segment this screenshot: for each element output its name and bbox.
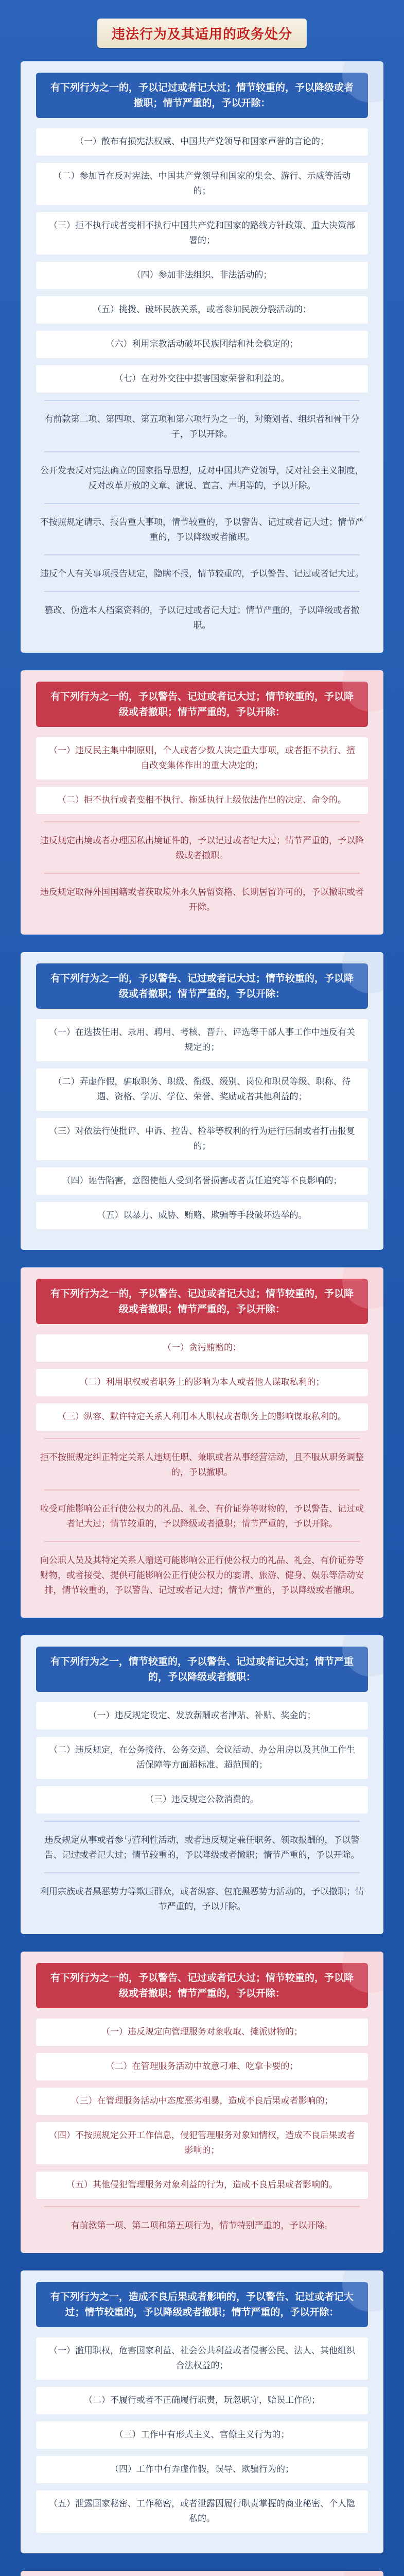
section-paragraph: 向公职人员及其特定关系人赠送可能影响公正行使公权力的礼品、礼金、有价证券等财物，或者接受、提供可能影响公正行使公权力的宴请、旅游、健身、娱乐等活动安排，情节较重的，予以警告、记过或者记大过；情节严重的，予以降级或者撤职。	[40, 1555, 364, 1596]
clause-item: （三）对依法行使批评、申诉、控告、检举等权利的行为进行压制或者打击报复的；	[36, 1118, 368, 1160]
section-header: 有下列行为之一，情节较重的，予以警告、记过或者记大过；情节严重的，予以降级或者撤职：	[36, 1647, 368, 1692]
clause-item: （二）违反规定，在公务接待、公务交通、会议活动、办公用房以及其他工作生活保障等方面超标准、超范围的；	[36, 1737, 368, 1779]
clause-item: （二）不履行或者不正确履行职责，玩忽职守，贻误工作的；	[36, 2387, 368, 2414]
sections-container	[0, 61, 404, 2576]
section-paragraph: 违反规定取得外国国籍或者获取境外永久居留资格、长期居留许可的，予以撤职或者开除。	[40, 887, 364, 912]
section-6	[21, 1952, 383, 2253]
divider	[44, 1872, 360, 1873]
divider	[44, 821, 360, 822]
clause-item: （五）挑拨、破坏民族关系，或者参加民族分裂活动的；	[36, 296, 368, 324]
clause-item: （三）拒不执行或者变相不执行中国共产党和国家的路线方针政策、重大决策部署的；	[36, 212, 368, 255]
clause-item: （三）纵容、默许特定关系人利用本人职权或者职务上的影响谋取私利的。	[36, 1403, 368, 1431]
section-paragraph: 违反个人有关事项报告规定，隐瞒不报，情节较重的，予以警告、记过或者记大过。	[40, 569, 364, 579]
clause-item: （一）贪污贿赂的；	[36, 1334, 368, 1362]
section-7	[21, 2270, 383, 2553]
clause-item: （三）工作中有形式主义、官僚主义行为的；	[36, 2421, 368, 2449]
clause-item: （七）在对外交往中损害国家荣誉和利益的。	[36, 365, 368, 393]
divider	[44, 554, 360, 555]
clause-item: （二）参加旨在反对宪法、中国共产党领导和国家的集会、游行、示威等活动的；	[36, 163, 368, 205]
clause-item: （四）诬告陷害，意图使他人受到名誉损害或者责任追究等不良影响的；	[36, 1167, 368, 1195]
section-3	[21, 952, 383, 1250]
clause-item: （四）工作中有弄虚作假，误导、欺骗行为的；	[36, 2456, 368, 2483]
section-header: 有下列行为之一的，予以记过或者记大过；情节较重的，予以降级或者撤职；情节严重的，予以开除：	[36, 73, 368, 118]
decor-circle	[342, 2571, 383, 2576]
clause-item: （二）利用职权或者职务上的影响为本人或者他人谋取私利的；	[36, 1369, 368, 1396]
clause-item: （三）违反规定公款消费的。	[36, 1786, 368, 1814]
title-area	[0, 0, 404, 61]
clause-item: （一）违反规定设定、发放薪酬或者津贴、补贴、奖金的；	[36, 1702, 368, 1730]
clause-item: （一）在选拔任用、录用、聘用、考核、晋升、评选等干部人事工作中违反有关规定的；	[36, 1019, 368, 1061]
divider	[44, 1438, 360, 1439]
section-header: 有下列行为之一的，予以警告、记过或者记大过；情节较重的，予以降级或者撤职；情节严重的，予以开除：	[36, 1279, 368, 1324]
section-paragraph: 有前款第一项、第二项和第五项行为，情节特别严重的，予以开除。	[71, 2221, 333, 2231]
divider	[44, 873, 360, 874]
page-title: 违法行为及其适用的政务处分	[97, 19, 307, 48]
clause-item: （五）以暴力、威胁、贿赂、欺骗等手段破坏选举的。	[36, 1202, 368, 1229]
section-paragraph: 不按照规定请示、报告重大事项，情节较重的，予以警告、记过或者记大过；情节严重的，予以降级或者撤职。	[40, 517, 364, 543]
clause-item: （一）滥用职权，危害国家利益、社会公共利益或者侵害公民、法人、其他组织合法权益的；	[36, 2337, 368, 2380]
divider	[44, 2206, 360, 2207]
divider	[44, 1821, 360, 1822]
section-1	[21, 61, 383, 653]
section-paragraph: 有前款第二项、第四项、第五项和第六项行为之一的，对策划者、组织者和骨干分子，予以开除。	[44, 414, 360, 439]
section-8	[21, 2571, 383, 2576]
clause-item: （五）泄露国家秘密、工作秘密，或者泄露因履行职责掌握的商业秘密、个人隐私的。	[36, 2490, 368, 2533]
clause-item: （二）在管理服务活动中故意刁难、吃拿卡要的；	[36, 2053, 368, 2080]
clause-item: （四）参加非法组织、非法活动的；	[36, 262, 368, 289]
section-paragraph: 公开发表反对宪法确立的国家指导思想，反对中国共产党领导，反对社会主义制度，反对改革开放的文章、演说、宣言、声明等的，予以开除。	[40, 466, 364, 491]
clause-item: （四）不按照规定公开工作信息，侵犯管理服务对象知情权，造成不良后果或者影响的；	[36, 2122, 368, 2164]
divider	[44, 1489, 360, 1490]
section-paragraph: 违反规定出境或者办理因私出境证件的，予以记过或者记大过；情节严重的，予以降级或者撤职。	[40, 836, 364, 861]
clause-item: （六）利用宗教活动破坏民族团结和社会稳定的；	[36, 331, 368, 358]
section-paragraph: 篡改、伪造本人档案资料的，予以记过或者记大过；情节严重的，予以降级或者撤职。	[44, 605, 360, 631]
section-header: 有下列行为之一的，予以警告、记过或者记大过；情节较重的，予以降级或者撤职；情节严重的，予以开除：	[36, 682, 368, 727]
divider	[44, 400, 360, 401]
section-2	[21, 670, 383, 935]
divider	[44, 503, 360, 504]
divider	[44, 591, 360, 592]
clause-item: （二）拒不执行或者变相不执行、拖延执行上级依法作出的决定、命令的。	[36, 787, 368, 814]
section-paragraph: 违反规定从事或者参与营利性活动，或者违反规定兼任职务、领取报酬的，予以警告、记过或者记大过；情节较重的，予以降级或者撤职；情节严重的，予以开除。	[44, 1835, 360, 1860]
section-header: 有下列行为之一的，予以警告、记过或者记大过；情节较重的，予以降级或者撤职；情节严重的，予以开除：	[36, 1963, 368, 2008]
divider	[44, 1541, 360, 1542]
section-paragraph: 收受可能影响公正行使公权力的礼品、礼金、有价证券等财物的，予以警告、记过或者记大过；情节较重的，予以降级或者撤职；情节严重的，予以开除。	[40, 1504, 364, 1529]
clause-item: （一）违反规定向管理服务对象收取、摊派财物的；	[36, 2019, 368, 2046]
clause-item: （五）其他侵犯管理服务对象利益的行为，造成不良后果或者影响的。	[36, 2172, 368, 2199]
divider	[44, 451, 360, 452]
section-paragraph: 利用宗族或者黑恶势力等欺压群众，或者纵容、包庇黑恶势力活动的，予以撤职；情节严重的，予以开除。	[40, 1887, 364, 1912]
clause-item: （一）散布有损宪法权威、中国共产党领导和国家声誉的言论的；	[36, 128, 368, 156]
clause-item: （一）违反民主集中制原则，个人或者少数人决定重大事项，或者拒不执行、擅自改变集体作出的重大决定的；	[36, 737, 368, 779]
section-header: 有下列行为之一的，予以警告、记过或者记大过；情节较重的，予以降级或者撤职；情节严重的，予以开除：	[36, 963, 368, 1009]
section-5	[21, 1635, 383, 1934]
clause-item: （二）弄虚作假，骗取职务、职级、衔级、级别、岗位和职员等级、职称、待遇、资格、学历、学位、荣誉、奖励或者其他利益的；	[36, 1069, 368, 1111]
clause-item: （三）在管理服务活动中态度恶劣粗暴，造成不良后果或者影响的；	[36, 2088, 368, 2115]
section-4	[21, 1267, 383, 1618]
section-header: 有下列行为之一，造成不良后果或者影响的，予以警告、记过或者记大过；情节较重的，予以降级或者撤职；情节严重的，予以开除：	[36, 2282, 368, 2327]
section-paragraph: 拒不按照规定纠正特定关系人违规任职、兼职或者从事经营活动，且不服从职务调整的，予以撤职。	[40, 1452, 364, 1478]
